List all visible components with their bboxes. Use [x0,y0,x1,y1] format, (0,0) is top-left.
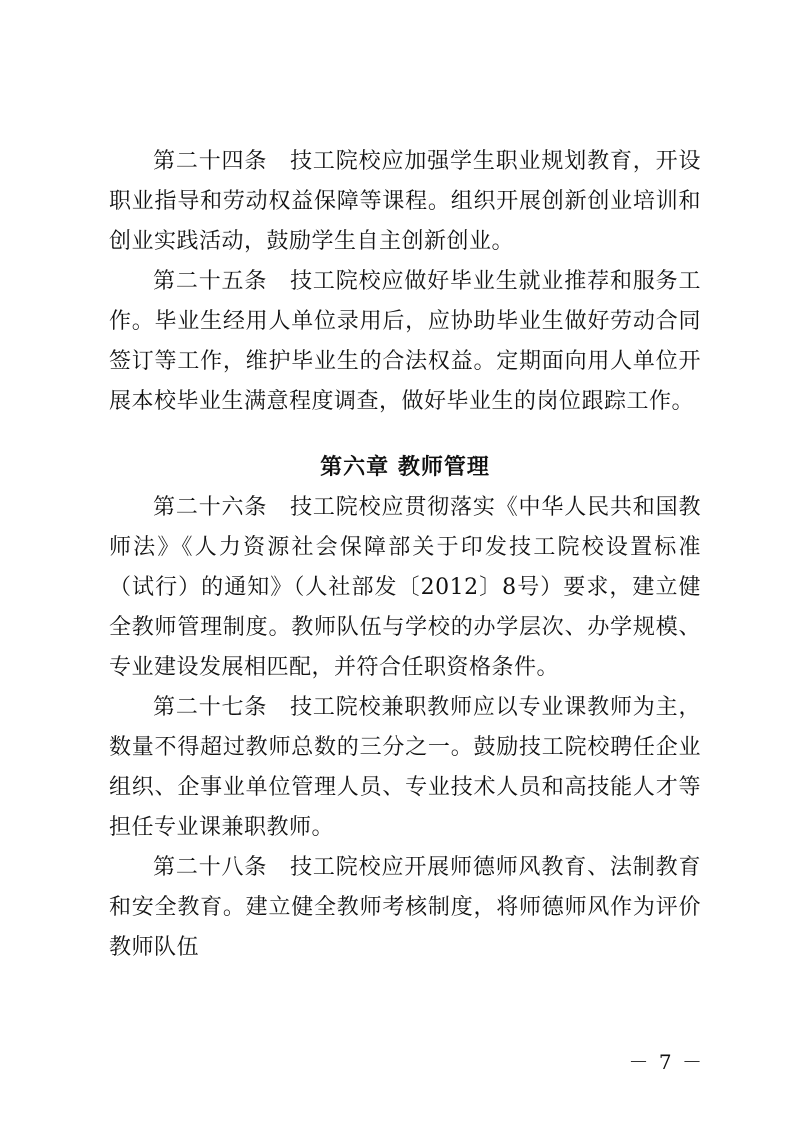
article-27-paragraph: 第二十七条 技工院校兼职教师应以专业课教师为主，数量不得超过教师总数的三分之一。鼓励技工院校聘任企业组织、企事业单位管理人员、专业技术人员和高技能人才等担任专业课兼职教师。 [109,695,701,840]
article-25-paragraph: 第二十五条 技工院校应做好毕业生就业推荐和服务工作。毕业生经用人单位录用后，应协助毕业生做好劳动合同签订等工作，维护毕业生的合法权益。定期面向用人单位开展本校毕业生满意程度调查，做好毕业生的岗位跟踪工作。 [109,269,701,414]
page-number: － 7 － [628,1050,704,1074]
article-28-paragraph: 第二十八条 技工院校应开展师德师风教育、法制教育和安全教育。建立健全教师考核制度，将师德师风作为评价教师队伍 [109,855,701,960]
article-24-paragraph: 第二十四条 技工院校应加强学生职业规划教育，开设职业指导和劳动权益保障等课程。组织开展创新创业培训和创业实践活动，鼓励学生自主创新创业。 [109,149,701,254]
document-body [109,142,701,968]
chapter-heading: 第六章 教师管理 [320,455,490,480]
article-26-paragraph: 第二十六条 技工院校应贯彻落实《中华人民共和国教师法》《人力资源社会保障部关于印发技工院校设置标准（试行）的通知》（人社部发〔2012〕8号）要求，建立健全教师管理制度。教师队伍与学校的办学层次、办学规模、专业建设发展相匹配，并符合任职资格条件。 [109,495,701,680]
